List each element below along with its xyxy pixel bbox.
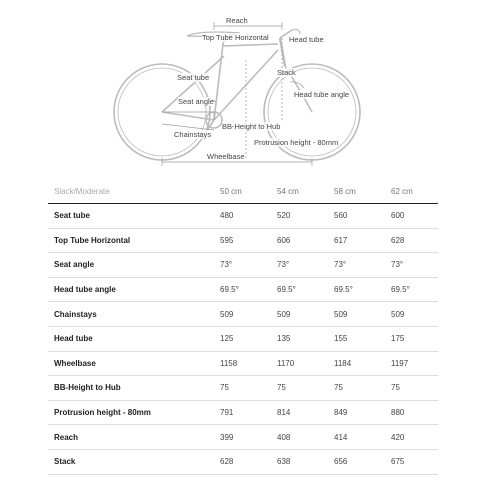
bike-geometry-svg [0,0,500,172]
table-header-row [48,180,438,204]
row-label: BB-Height to Hub [48,376,214,401]
table-cell: 814 [271,400,328,425]
table-cell: 638 [271,449,328,474]
label-head-tube-angle: Head tube angle [294,90,350,99]
table-cell: 1158 [214,351,271,376]
table-cell: 69.5° [271,277,328,302]
label-head-tube: Head tube [289,35,324,44]
table-row [48,351,438,376]
row-label: Head tube [48,326,214,351]
table-cell: 69.5° [214,277,271,302]
table-cell: 600 [385,204,438,229]
header-cell-size: 54 cm [271,180,328,204]
label-protrusion-height: Protrusion height - 80mm [254,138,339,147]
head-tube [280,38,285,66]
table-row [48,376,438,401]
label-chainstays: Chainstays [174,130,212,139]
table-cell: 480 [214,204,271,229]
seat-tube [214,44,223,120]
table-cell: 606 [271,228,328,253]
table-cell: 69.5° [385,277,438,302]
label-bb-height-to-hub: BB-Height to Hub [222,122,281,131]
table-cell: 175 [385,326,438,351]
row-label: Chainstays [48,302,214,327]
table-cell: 628 [385,228,438,253]
table-cell: 408 [271,425,328,450]
table-row [48,228,438,253]
table-cell: 75 [214,376,271,401]
table-row [48,204,438,229]
table-cell: 420 [385,425,438,450]
table-cell: 617 [328,228,385,253]
table-row [48,425,438,450]
table-cell: 75 [271,376,328,401]
table-cell: 520 [271,204,328,229]
label-wheelbase: Wheelbase [207,152,245,161]
row-label: Seat tube [48,204,214,229]
table-cell: 849 [328,400,385,425]
header-cell-size: 62 cm [385,180,438,204]
table-cell: 75 [385,376,438,401]
table-cell: 399 [214,425,271,450]
row-label: Head tube angle [48,277,214,302]
row-label: Reach [48,425,214,450]
table-row [48,400,438,425]
table-cell: 155 [328,326,385,351]
table-row [48,302,438,327]
row-label: Top Tube Horizontal [48,228,214,253]
row-label: Stack [48,449,214,474]
table-cell: 1170 [271,351,328,376]
table-cell: 135 [271,326,328,351]
header-cell-size: 58 cm [328,180,385,204]
table-cell: 509 [385,302,438,327]
row-label: Protrusion height - 80mm [48,400,214,425]
label-seat-angle: Seat angle [178,97,214,106]
label-seat-tube: Seat tube [177,73,210,82]
bike-geometry-diagram [0,0,500,172]
table-cell: 656 [328,449,385,474]
handlebar [292,30,300,35]
table-cell: 73° [328,253,385,278]
header-cell-size: 50 cm [214,180,271,204]
table-cell: 75 [328,376,385,401]
table-cell: 509 [328,302,385,327]
label-reach: Reach [226,16,248,25]
table-cell: 1197 [385,351,438,376]
table-cell: 1184 [328,351,385,376]
table-cell: 73° [385,253,438,278]
table-cell: 791 [214,400,271,425]
header-cell-category: Slack/Moderate [48,180,214,204]
geometry-table [48,180,438,475]
table-cell: 880 [385,400,438,425]
table-row [48,449,438,474]
table-cell: 509 [214,302,271,327]
table-cell: 414 [328,425,385,450]
table-cell: 73° [214,253,271,278]
top-tube [223,44,278,46]
table-row [48,326,438,351]
label-top-tube-horizontal: Top Tube Horizontal [202,33,269,42]
table-cell: 595 [214,228,271,253]
table-cell: 73° [271,253,328,278]
table-cell: 628 [214,449,271,474]
row-label: Wheelbase [48,351,214,376]
table-cell: 675 [385,449,438,474]
row-label: Seat angle [48,253,214,278]
table-cell: 509 [271,302,328,327]
label-stack: Stack [277,68,296,77]
table-cell: 125 [214,326,271,351]
table-cell: 69.5° [328,277,385,302]
table-cell: 560 [328,204,385,229]
table-row [48,277,438,302]
table-row [48,253,438,278]
